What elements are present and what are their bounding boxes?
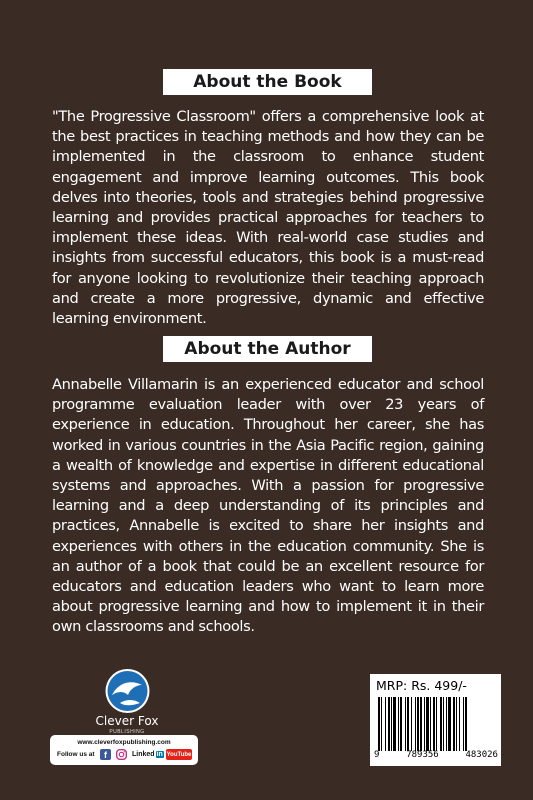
barcode-bar xyxy=(465,697,467,751)
barcode-bar xyxy=(388,697,390,751)
barcode-bar xyxy=(424,697,425,751)
barcode-bar xyxy=(436,697,437,751)
barcode-bar xyxy=(415,697,416,751)
barcode-bar xyxy=(443,697,444,751)
clever-fox-logo-icon xyxy=(100,665,155,720)
about-author-heading xyxy=(163,336,372,362)
barcode-bar xyxy=(459,697,460,751)
mrp-price: MRP: Rs. 499/- xyxy=(376,678,467,693)
facebook-icon[interactable] xyxy=(100,749,111,760)
barcode-bar xyxy=(391,697,392,751)
social-links-box xyxy=(50,735,198,765)
instagram-icon[interactable] xyxy=(116,749,127,760)
barcode-bar xyxy=(393,697,396,751)
publisher-name: Clever Fox xyxy=(95,714,159,728)
barcode-bar xyxy=(417,697,419,751)
isbn-group-2: 789356 xyxy=(406,750,439,760)
isbn-group-3: 483026 xyxy=(465,750,498,760)
website-link[interactable]: www.cleverfoxpublishing.com xyxy=(77,739,171,746)
barcode-bar xyxy=(448,697,451,751)
barcode-bar xyxy=(400,697,402,751)
about-author-heading-text: About the Author xyxy=(184,339,351,359)
about-book-text: "The Progressive Classroom" offers a comprehensive look at the best practices in teaching methods and how they can be implemented in the classroom to enhance student engagement and improve learning outcomes. This book delves into theories, tools and strategies behind progressive learning and provides practical approaches for teachers to implement these ideas. With real-world case studies and insights from successful educators, this book is a must-read for anyone looking to revolutionize their teaching approach and create a more progressive, dynamic and effective learning environment. xyxy=(52,108,484,328)
barcode-bar xyxy=(398,697,399,751)
barcode-bar xyxy=(407,697,409,751)
linkedin-icon[interactable] xyxy=(132,749,164,760)
youtube-icon[interactable] xyxy=(166,749,192,760)
barcode-bar xyxy=(453,697,455,751)
about-book-heading xyxy=(163,69,372,95)
barcode-bar xyxy=(426,697,429,751)
linkedin-label: Linked xyxy=(132,751,155,758)
barcode-bar xyxy=(405,697,406,751)
barcode-bar xyxy=(378,697,380,751)
barcode-bar xyxy=(385,697,386,751)
youtube-label: YouTube xyxy=(166,751,192,758)
isbn-group-1: 9 xyxy=(374,750,380,760)
facebook-icon-letter: f xyxy=(104,749,107,760)
barcode-bar xyxy=(456,697,457,751)
barcode-bar xyxy=(433,697,435,751)
barcode-bar xyxy=(463,697,464,751)
barcode-bar xyxy=(446,697,447,751)
barcode-bar xyxy=(430,697,431,751)
barcode-bar xyxy=(411,697,412,751)
linkedin-in-badge: in xyxy=(156,751,163,758)
barcode-bar xyxy=(420,697,422,751)
isbn-barcode-icon xyxy=(376,697,496,751)
barcode-bar xyxy=(440,697,442,751)
price-barcode-box xyxy=(370,674,501,766)
publisher-sub: PUBLISHING xyxy=(109,729,145,735)
follow-label: Follow us at xyxy=(57,751,95,758)
isbn-digits xyxy=(374,750,498,760)
about-book-heading-text: About the Book xyxy=(193,72,342,92)
about-author-text: Annabelle Villamarin is an experienced educator and school programme evaluation leader with over 23 years of experience in education. Throughout her career, she has worked in various countries in the Asia Pacific region, gaining a wealth of knowledge and expertise in different educational systems and approaches. With a passion for progressive learning and a deep understanding of its principles and practices, Annabelle is excited to share her insights and experiences with others in the education community. She is an author of a book that could be an excellent resource for educators and education leaders who want to learn more about progressive learning and how to implement it in their own classrooms and schools. xyxy=(52,376,484,636)
barcode-bar xyxy=(381,697,382,751)
